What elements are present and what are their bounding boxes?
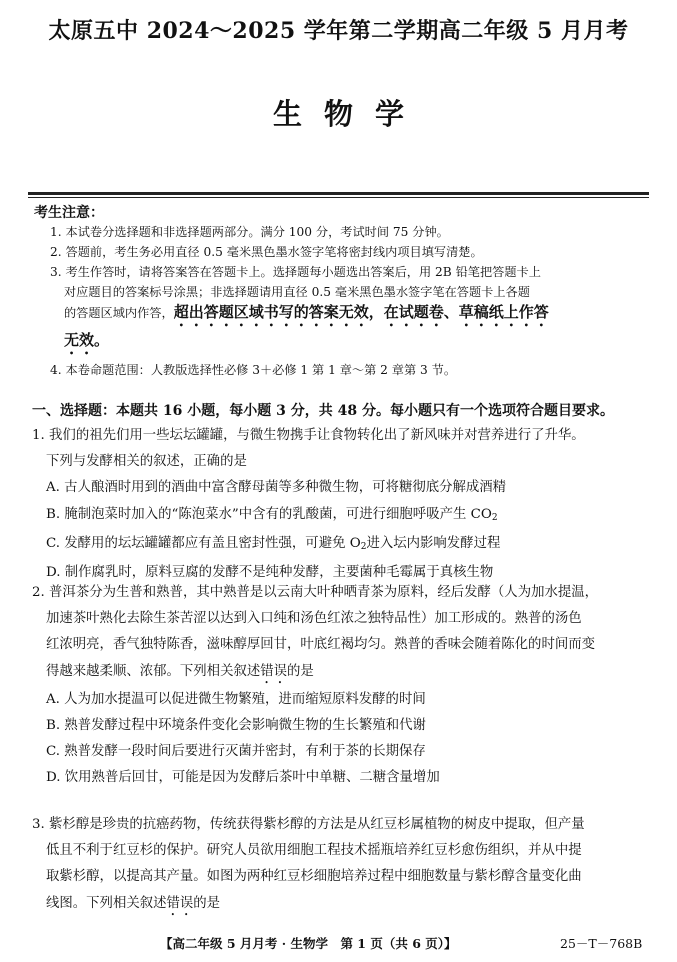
notice-item-3: 3. 考生作答时，请将答案答在答题卡上。选择题每小题选出答案后，用 2B 铅笔把答题卡上 [50, 265, 541, 279]
q3-stem-end: 的是 [193, 895, 221, 911]
q1-option-c-pre: C. 发酵用的坛坛罐罐都应有盖且密封性强，可避免 O [46, 535, 361, 551]
q3-stem-text: 线图。下列相关叙述 [46, 895, 167, 911]
q1-option-b-text: B. 腌制泡菜时加入的“陈泡菜水”中含有的乳酸菌，可进行细胞呼吸产生 CO [46, 506, 492, 522]
section-heading: 一、选择题：本题共 16 小题，每小题 3 分，共 48 分。每小题只有一个选项符合题目要求。 [32, 403, 614, 419]
q1-option-c-sub: 2 [360, 541, 367, 552]
notice-item-4: 4. 本卷命题范围：人教版选择性必修 3＋必修 1 第 1 章～第 2 章第 3 节。 [50, 363, 457, 377]
header-rule-thin [28, 197, 649, 198]
q2-option-b: B. 熟普发酵过程中环境条件变化会影响微生物的生长繁殖和代谢 [46, 717, 426, 733]
notice-emphasis-end: 无效。 [64, 331, 110, 349]
question-2 [32, 580, 652, 791]
q2-stem-text: 得越来越柔顺、浓郁。下列相关叙述 [46, 663, 261, 679]
notice-item-3-text: 的答题区域内作答， [64, 306, 174, 320]
notice-list [50, 222, 650, 380]
q2-option-a: A. 人为加水提温可以促进微生物繁殖，进而缩短原料发酵的时间 [46, 691, 426, 707]
q3-emphasis-wrong: 错误 [166, 895, 194, 911]
q1-stem-line2: 下列与发酵相关的叙述，正确的是 [46, 454, 247, 470]
notice-emphasis: 超出答题区域书写的答案无效，在试题卷、草稿纸上作答 [173, 303, 549, 321]
notice-title: 考生注意： [34, 205, 104, 221]
q1-option-a: A. 古人酿酒时用到的酒曲中富含酵母菌等多种微生物，可将糖彻底分解成酒精 [46, 480, 507, 496]
q1-option-d: D. 制作腐乳时，原料豆腐的发酵不是纯种发酵，主要菌种毛霉属于真核生物 [46, 565, 494, 581]
q3-stem-line3: 取紫杉醇，以提高其产量。如图为两种红豆杉细胞培养过程中细胞数量与紫杉醇含量变化曲 [46, 869, 582, 885]
q2-stem-line3: 红浓明亮，香气独特陈香，滋味醇厚回甘，叶底红褐均匀。熟普的香味会随着陈化的时间而变 [46, 637, 596, 653]
q2-stem-end: 的是 [287, 663, 314, 679]
notice-item-3-cont3 [50, 330, 650, 358]
header-rule-thick [28, 192, 649, 195]
q1-option-c-post: 进入坛内影响发酵过程 [366, 535, 501, 551]
exam-title: 太原五中 2024～2025 学年第二学期高二年级 5 月月考 [48, 18, 629, 44]
question-1 [32, 423, 652, 586]
footer-page-info: 【高二年级 5 月月考 · 生物学 第 1 页（共 6 页）】 [160, 936, 457, 951]
q1-stem-line1: 1. 我们的祖先们用一些坛坛罐罐，与微生物携手让食物转化出了新风味并对营养进行了升华。 [32, 428, 585, 443]
q3-stem-line4 [32, 891, 652, 919]
q1-option-c [32, 531, 652, 560]
q1-option-b-sub: 2 [491, 512, 498, 523]
footer-code: 25－T－768B [560, 936, 643, 951]
q3-stem-line1: 3. 紫杉醇是珍贵的抗癌药物，传统获得紫杉醇的方法是从红豆杉属植物的树皮中提取，但产量 [32, 817, 585, 832]
q2-option-d: D. 饮用熟普后回甘，可能是因为发酵后茶叶中单糖、二糖含量增加 [46, 770, 440, 786]
notice-item-1: 1. 本试卷分选择题和非选择题两部分。满分 100 分，考试时间 75 分钟。 [50, 225, 449, 239]
question-3 [32, 812, 652, 919]
q2-option-c: C. 熟普发酵一段时间后要进行灭菌并密封，有利于茶的长期保存 [46, 744, 426, 760]
notice-item-3-cont1: 对应题目的答案标号涂黑；非选择题请用直径 0.5 毫米黑色墨水签字笔在答题卡上各题 [64, 285, 530, 299]
notice-item-2: 2. 答题前，考生务必用直径 0.5 毫米黑色墨水签字笔将密封线内项目填写清楚。 [50, 245, 483, 259]
q3-stem-line2: 低且不利于红豆杉的保护。研究人员欲用细胞工程技术摇瓶培养红豆杉愈伤组织，并从中提 [46, 843, 582, 859]
q2-stem-line4 [32, 659, 652, 687]
q2-emphasis-wrong: 错误 [260, 663, 288, 679]
q2-stem-line1: 2. 普洱茶分为生普和熟普，其中熟普是以云南大叶种晒青茶为原料，经后发酵（人为加水提温， [32, 585, 599, 600]
q1-option-b [32, 502, 652, 531]
q2-stem-line2: 加速茶叶熟化去除生茶苦涩以达到入口纯和汤色红浓之独特品性）加工形成的。熟普的汤色 [46, 611, 582, 627]
notice-item-3-cont2 [50, 302, 650, 330]
subject-title: 生物学 [272, 97, 426, 131]
